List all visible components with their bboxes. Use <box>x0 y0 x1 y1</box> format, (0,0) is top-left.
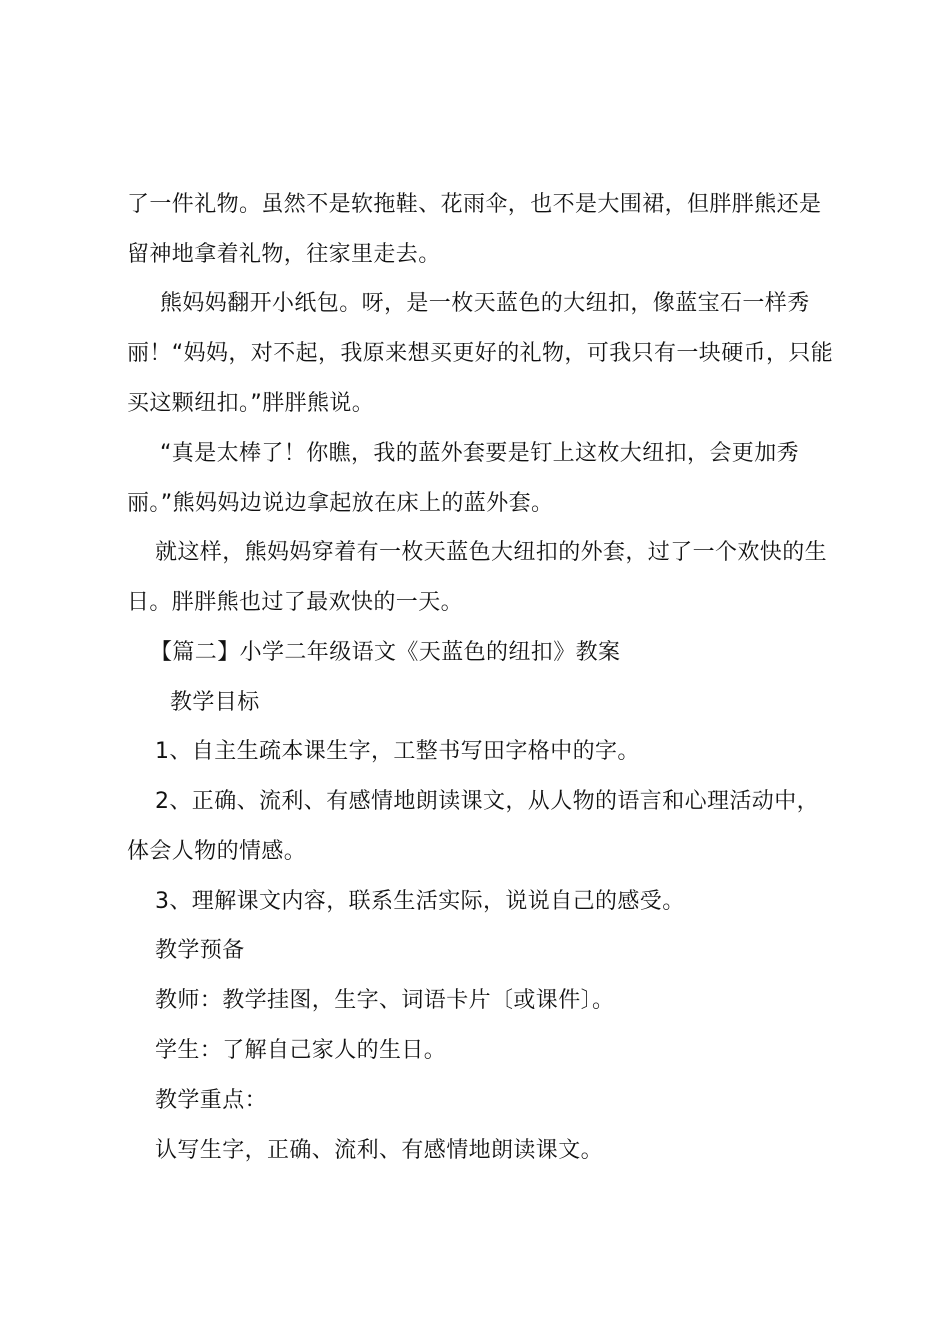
text-line-1: 了一件礼物。虽然不是软拖鞋、花雨伞，也不是大围裙，但胖胖熊还是 <box>127 192 822 217</box>
text-line-7: 丽。”熊妈妈边说边拿起放在床上的蓝外套。 <box>127 491 554 516</box>
subheading-key-points: 教学重点： <box>155 1088 268 1113</box>
text-line-3: 熊妈妈翻开小纸包。呀，是一枚天蓝色的大纽扣，像蓝宝石一样秀 <box>160 291 810 316</box>
text-line-2: 留神地拿着礼物，往家里走去。 <box>127 242 441 267</box>
text-line-5: 买这颗纽扣。”胖胖熊说。 <box>127 391 375 416</box>
text-line-8: 就这样，熊妈妈穿着有一枚天蓝色大纽扣的外套，过了一个欢快的生 <box>155 540 828 565</box>
subheading-teaching-goals: 教学目标 <box>170 690 260 715</box>
text-line-9: 日。胖胖熊也过了最欢快的一天。 <box>127 590 464 615</box>
subheading-preparation: 教学预备 <box>155 938 245 963</box>
preparation-teacher: 教师：教学挂图，生字、词语卡片〔或课件〕。 <box>155 988 615 1013</box>
goal-item-2: 2、正确、流利、有感情地朗读课文，从人物的语言和心理活动中， <box>155 789 819 814</box>
section-heading: 【篇二】小学二年级语文《天蓝色的纽扣》教案 <box>150 640 621 665</box>
goal-item-1: 1、自主生疏本课生字，工整书写田字格中的字。 <box>155 739 640 764</box>
goal-item-2-continued: 体会人物的情感。 <box>127 839 307 864</box>
key-points-text: 认写生字，正确、流利、有感情地朗读课文。 <box>155 1138 604 1163</box>
goal-item-3: 3、理解课文内容，联系生活实际，说说自己的感受。 <box>155 889 685 914</box>
preparation-student: 学生：了解自己家人的生日。 <box>155 1038 447 1063</box>
text-line-6: “真是太棒了！你瞧，我的蓝外套要是钉上这枚大纽扣，会更加秀 <box>160 441 799 466</box>
text-line-4: 丽！“妈妈，对不起，我原来想买更好的礼物，可我只有一块硬币，只能 <box>127 341 834 366</box>
